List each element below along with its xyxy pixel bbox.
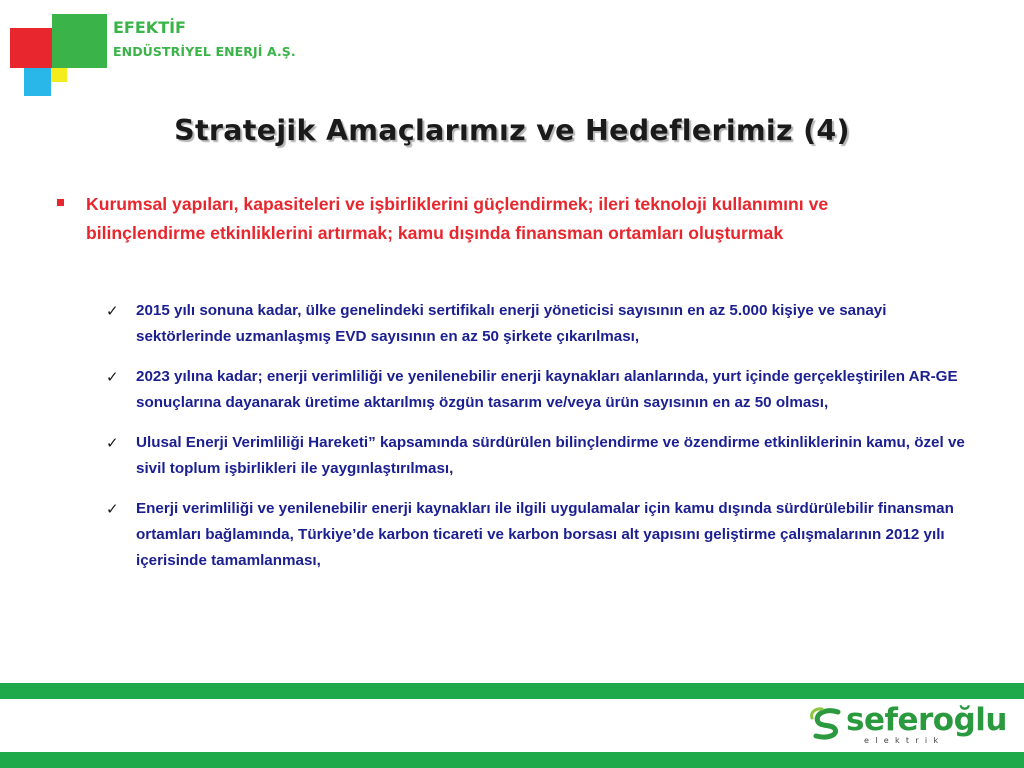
square-bullet-icon [57,199,64,206]
company-title [113,18,296,62]
company-logo [0,0,120,100]
main-bullet-text: Kurumsal yapıları, kapasiteleri ve işbirliklerini güçlendirmek; ileri teknoloji kullanımını ve bilinçlendirme etkinliklerini artırmak; kamu dışında finansman ortamları oluşturmak [86,194,829,243]
list-item [106,298,986,350]
checkmark-icon: ✓ [106,302,119,320]
seferoglu-subtitle: elektrik [864,736,945,745]
company-name: EFEKTİF [113,18,186,37]
list-item-text: 2023 yılına kadar; enerji verimliliği ve yenilenebilir enerji kaynakları alanlarında, yurt içinde gerçekleştirilen AR-GE sonuçlarına dayanarak üretime aktarılmış özgün tasarım ve/veya ürün sayısının en az 50 olması, [136,368,958,411]
checkmark-icon: ✓ [106,434,119,452]
sub-bullet-list [0,298,1024,588]
logo-green-square [52,14,107,68]
list-item [106,496,986,574]
seferoglu-logo [808,700,1008,750]
checkmark-icon: ✓ [106,368,119,386]
list-item-text: Enerji verimliliği ve yenilenebilir enerji kaynakları ile ilgili uygulamalar için kamu dışında sürdürülebilir finansman ortamları bağlamında, Türkiye’de karbon ticareti ve karbon borsası alt yapısını geliştirme çalışmalarının 2012 yılı içerisinde tamamlanması, [136,500,954,569]
slide-title: Stratejik Amaçlarımız ve Hedeflerimiz (4) [174,114,850,147]
logo-yellow-square [51,68,67,82]
logo-blue-square [24,68,51,96]
list-item [106,430,986,482]
list-item [106,364,986,416]
list-item-text: Ulusal Enerji Verimliliği Hareketi” kapsamında sürdürülen bilinçlendirme ve özendirme etkinliklerinin kamu, özel ve sivil toplum işbirlikleri ile yaygınlaştırılması, [136,434,965,477]
seferoglu-name: seferoğlu [846,702,1007,738]
checkmark-icon: ✓ [106,500,119,518]
logo-red-square [10,28,54,68]
footer-band-bottom [0,752,1024,768]
list-item-text: 2015 yılı sonuna kadar, ülke genelindeki sertifikalı enerji yöneticisi sayısının en az 5.000 kişiye ve sanayi sektörlerinde uzmanlaşmış EVD sayısının en az 50 şirkete çıkarılması, [136,302,887,345]
footer-band-top [0,683,1024,699]
company-subtitle: ENDÜSTRİYEL ENERJİ A.Ş. [113,44,296,59]
seferoglu-swirl-icon [808,706,846,742]
